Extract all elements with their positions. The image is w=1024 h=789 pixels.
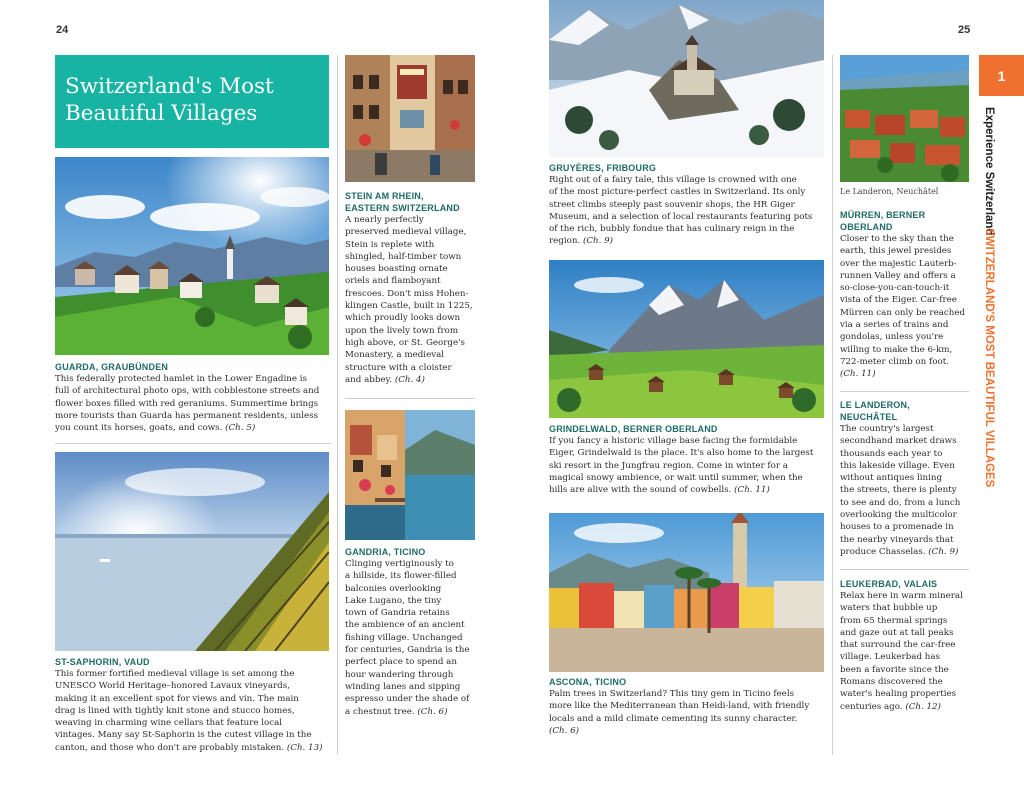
gandria-photo [345, 410, 475, 540]
divider [840, 391, 969, 392]
chapter-name: Experience Switzerland [983, 107, 995, 236]
leukerbad-chapter-ref: (Ch. 12) [905, 701, 941, 712]
grindelwald-body: If you fancy a historic village base facing the formidable Eiger, Grindelwald is the place. It's also home to the largest ski resort in the Jungfrau region. Come in winter for a magical snowy ambience, or wait until summer, when the hills are alive with the sound of cowbells. (Ch. 11) [549, 436, 814, 496]
divider [840, 569, 969, 570]
left-page-number: 24 [56, 24, 69, 36]
entry-murren [840, 209, 975, 381]
title-line-2: Beautiful Villages [65, 101, 258, 126]
entry-guarda [55, 361, 331, 434]
gruyeres-heading: GRUYÈRES, FRIBOURG [549, 163, 657, 173]
gruyeres-body: Right out of a fairy tale, this village is crowned with one of the most picture-perfect castles in Switzerland. Its only street climbs steeply past souvenir shops, the HR Giger Museum, and a selection of local restaurants featuring pots of the rich, bubbly fondue that has culinary reign in the region. (Ch. 9) [549, 175, 813, 247]
grindelwald-chapter-ref: (Ch. 11) [734, 485, 770, 496]
ascona-chapter-ref: (Ch. 6) [549, 725, 580, 736]
entry-gruyeres [549, 162, 829, 248]
ascona-body: Palm trees in Switzerland? This tiny gem in Ticino feels more like the Mediterranean than Heidi-land, with friendly locals and a mild climate cementing its sunny character. (Ch. 6) [549, 689, 810, 736]
ascona-heading: ASCONA, TICINO [549, 677, 627, 687]
st-saphorin-body: This former fortified medieval village is set among the UNESCO World Heritage–honored Lavaux vineyards, making it an excellent spot for views and vin. The main drag is lined with tightly knit stone and stucco homes, weaving in charming wine cellars that feature local vintages. Many say St-Saphorin is the cutest village in the canton, and those who don't are probably mistaken. (Ch. 13) [55, 669, 323, 753]
guarda-body: This federally protected hamlet in the Lower Engadine is full of architectural photo ops, with cobblestone streets and flower boxes filled with red geraniums. Summertime brings more tourists than Guarda has permanent residents, unless you count its horses, goats, and cows. (Ch. 5) [55, 374, 320, 434]
stein-heading: STEIN AM RHEIN, EASTERN SWITZERLAND [345, 191, 460, 213]
title-line-1: Switzerland's Most [65, 74, 274, 99]
leukerbad-heading: LEUKERBAD, VALAIS [840, 579, 938, 589]
guarda-chapter-ref: (Ch. 5) [225, 423, 256, 434]
murren-body: Closer to the sky than the earth, this jewel presides over the majestic Lauterb- runnen Valley and offers a so-close-you-can-touch-it vista of the Eiger. Car-free Mürren can only be reached via a series of trains and gondolas, unless you're willing to make the 6-km, 722-meter climb on foot. (Ch. 11) [840, 234, 966, 380]
stein-chapter-ref: (Ch. 4) [394, 374, 425, 385]
ascona-photo [549, 513, 824, 672]
entry-stein-am-rhein [345, 190, 480, 386]
le-landeron-photo [840, 55, 969, 182]
section-name: SWITZERLAND'S MOST BEAUTIFUL VILLAGES [983, 228, 995, 488]
photo-caption: Le Landeron, Neuchâtel [840, 187, 939, 196]
le-landeron-heading: LE LANDERON, NEUCHÂTEL [840, 400, 910, 422]
guarda-heading: GUARDA, GRAUBÜNDEN [55, 362, 169, 372]
murren-heading: MÜRREN, BERNER OBERLAND [840, 210, 926, 232]
right-page-number: 25 [958, 24, 971, 36]
page-title [55, 55, 329, 148]
stein-am-rhein-photo [345, 55, 475, 182]
entry-gandria [345, 546, 480, 718]
st-saphorin-chapter-ref: (Ch. 13) [286, 742, 323, 753]
grindelwald-heading: GRINDELWALD, BERNER OBERLAND [549, 424, 718, 434]
le-landeron-body: The country's largest secondhand market draws thousands each year to this lakeside village. Even without antiques lining the streets, there is plenty to see and do, from a lunch overlooking the multicolor houses to a promenade in the nearby vineyards that produce Chasselas. (Ch. 9) [840, 424, 961, 557]
entry-ascona [549, 676, 829, 737]
st-saphorin-heading: ST-SAPHORIN, VAUD [55, 657, 150, 667]
gruyeres-photo [549, 0, 824, 157]
gruyeres-chapter-ref: (Ch. 9) [582, 236, 614, 247]
stein-body: A nearly perfectly preserved medieval village, Stein is replete with shingled, half-timber town houses boasting ornate oriels and flamboyant frescoes. Don't miss Hohen- klingen Castle, built in 1225, which proudly looks down upon the lively town from high above, or St. George's Monastery, a medieval structure with a cloister and abbey. (Ch. 4) [345, 215, 473, 385]
chapter-number-tab: 1 [979, 55, 1024, 96]
entry-le-landeron [840, 399, 975, 558]
le-landeron-chapter-ref: (Ch. 9) [928, 546, 959, 557]
st-saphorin-photo [55, 452, 329, 651]
grindelwald-photo [549, 260, 824, 418]
divider [345, 398, 475, 399]
column-divider [337, 55, 338, 755]
gandria-heading: GANDRIA, TICINO [345, 547, 426, 557]
entry-grindelwald [549, 423, 829, 496]
gandria-body: Clinging vertiginously to a hillside, its flower-filled balconies overlooking Lake Lugano, the tiny town of Gandria retains the ambience of an ancient fishing village. Unchanged for centuries, Gandria is the perfect place to spend an hour wandering through winding lanes and sipping espresso under the shade of a chestnut tree. (Ch. 6) [345, 559, 470, 717]
entry-leukerbad [840, 578, 975, 713]
column-divider [832, 55, 833, 755]
leukerbad-body: Relax here in warm mineral waters that bubble up from 65 thermal springs and gaze out at tall peaks that surround the car-free village. Leukerbad has been a favorite since the Romans discovered the water's healing properties centuries ago. (Ch. 12) [840, 591, 963, 712]
entry-st-saphorin [55, 656, 331, 754]
murren-chapter-ref: (Ch. 11) [840, 369, 876, 380]
divider [55, 443, 331, 444]
gandria-chapter-ref: (Ch. 6) [417, 706, 448, 717]
guarda-photo [55, 157, 329, 355]
